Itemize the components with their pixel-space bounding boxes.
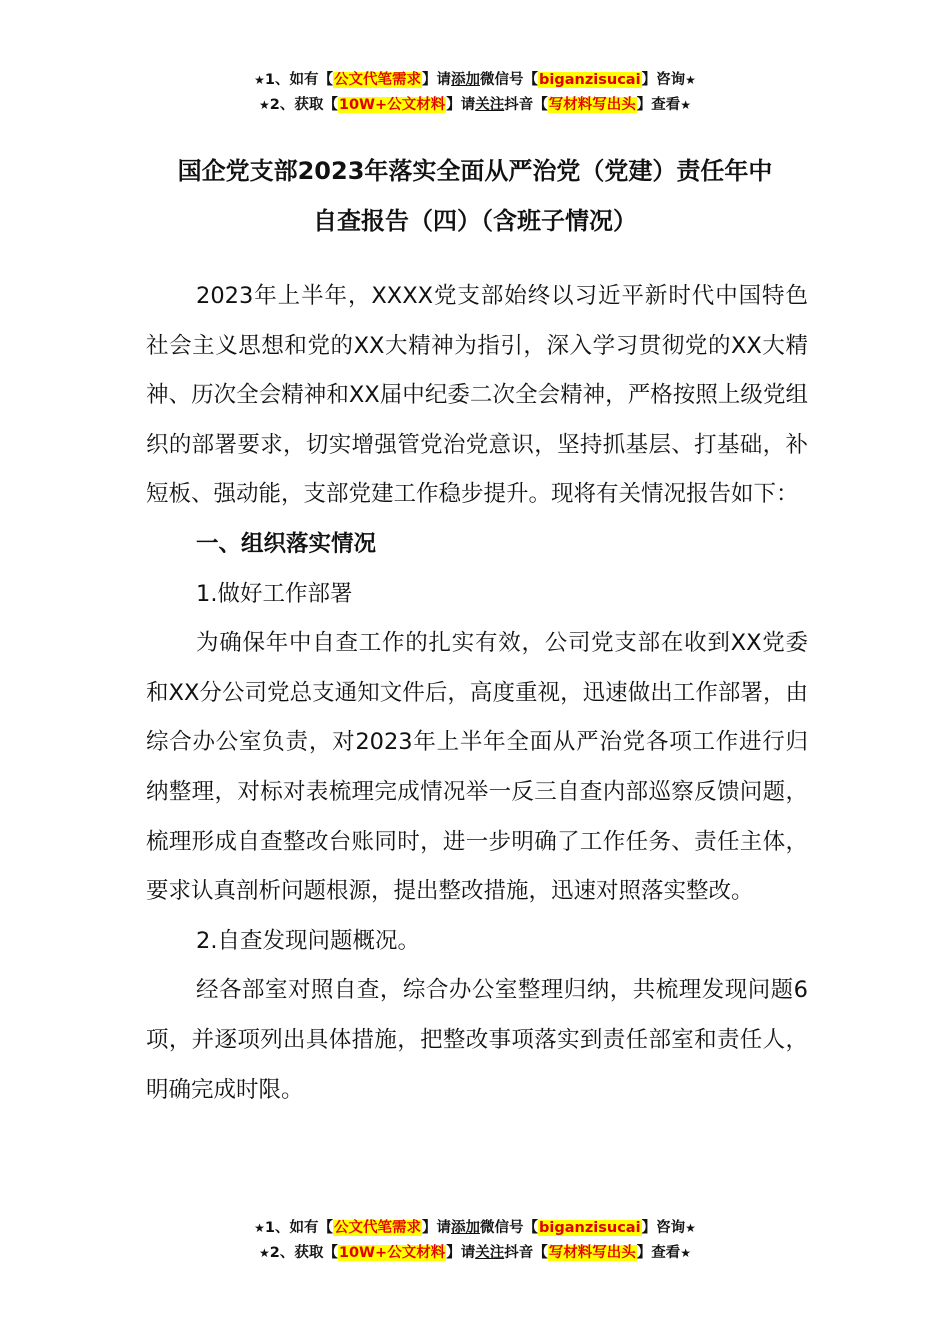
- title-line-2: 自查报告（四）（含班子情况）: [313, 207, 637, 235]
- promo-text: 2、获取【: [269, 1245, 338, 1261]
- intro-paragraph: 2023年上半年，XXXX党支部始终以习近平新时代中国特色社会主义思想和党的XX大精神为指引，深入学习贯彻党的XX大精神、历次全会精神和XX届中纪委二次全会精神，严格按照上级党组织的部署要求，切实增强管党治党意识，坚持抓基层、打基础，补短板、强动能，支部党建工作稳步提升。现将有关情况报告如下：: [146, 283, 808, 508]
- highlight-text: 公文代笔需求: [334, 1220, 422, 1236]
- star-icon: ★: [685, 73, 696, 87]
- promo-text: 】咨询: [641, 1220, 686, 1236]
- star-icon: ★: [680, 1246, 691, 1260]
- promo-line-1: [0, 1216, 950, 1241]
- document-title: [120, 146, 830, 246]
- promo-line-2: [0, 1241, 950, 1266]
- promo-line-2: [0, 93, 950, 118]
- underlined-text: 关注: [475, 1245, 505, 1261]
- promo-line-1: [0, 68, 950, 93]
- promo-text: 】请: [422, 72, 452, 88]
- highlight-text: 公文代笔需求: [334, 72, 422, 88]
- wechat-id: biganzisucai: [539, 1220, 641, 1236]
- promo-text: 】请: [446, 97, 476, 113]
- paragraph-2: 经各部室对照自查，综合办公室整理归纳，共梳理发现问题6项，并逐项列出具体措施，把整改事项落实到责任部室和责任人，明确完成时限。: [146, 977, 808, 1103]
- underlined-text: 关注: [475, 97, 505, 113]
- highlight-text: 10W+公文材料: [338, 1245, 446, 1261]
- promo-text: 】咨询: [641, 72, 686, 88]
- document-body: [146, 272, 808, 1115]
- promo-text: 微信号【: [480, 1220, 539, 1236]
- star-icon: ★: [680, 98, 691, 112]
- promo-text: 2、获取【: [269, 97, 338, 113]
- promo-text: 1、如有【: [264, 1220, 334, 1236]
- star-icon: ★: [254, 1221, 265, 1235]
- promo-text: 微信号【: [480, 72, 539, 88]
- promo-banner-top: [0, 68, 950, 118]
- promo-text: 】查看: [636, 1245, 681, 1261]
- star-icon: ★: [254, 73, 265, 87]
- promo-text: 抖音【: [504, 1245, 548, 1261]
- promo-text: 】请: [446, 1245, 476, 1261]
- promo-banner-bottom: [0, 1216, 950, 1266]
- star-icon: ★: [685, 1221, 696, 1235]
- promo-text: 】查看: [636, 97, 681, 113]
- underlined-text: 添加: [451, 1220, 481, 1236]
- title-line-1: 国企党支部2023年落实全面从严治党（党建）责任年中: [177, 157, 773, 185]
- subheading-2: 2.自查发现问题概况。: [196, 927, 420, 954]
- star-icon: ★: [259, 1246, 270, 1260]
- subheading-1: 1.做好工作部署: [196, 580, 353, 607]
- paragraph-1: 为确保年中自查工作的扎实有效，公司党支部在收到XX党委和XX分公司党总支通知文件后，高度重视，迅速做出工作部署，由综合办公室负责，对2023年上半年全面从严治党各项工作进行归纳整理，对标对表梳理完成情况举一反三自查内部巡察反馈问题，梳理形成自查整改台账同时，进一步明确了工作任务、责任主体，要求认真剖析问题根源，提出整改措施，迅速对照落实整改。: [146, 630, 808, 905]
- highlight-text: 10W+公文材料: [338, 97, 446, 113]
- wechat-id: biganzisucai: [539, 72, 641, 88]
- douyin-id: 写材料写出头: [548, 97, 636, 113]
- promo-text: 】请: [422, 1220, 452, 1236]
- promo-text: 1、如有【: [264, 72, 334, 88]
- douyin-id: 写材料写出头: [548, 1245, 636, 1261]
- promo-text: 抖音【: [504, 97, 548, 113]
- star-icon: ★: [259, 98, 270, 112]
- underlined-text: 添加: [451, 72, 481, 88]
- section-heading-1: 一、组织落实情况: [196, 530, 377, 557]
